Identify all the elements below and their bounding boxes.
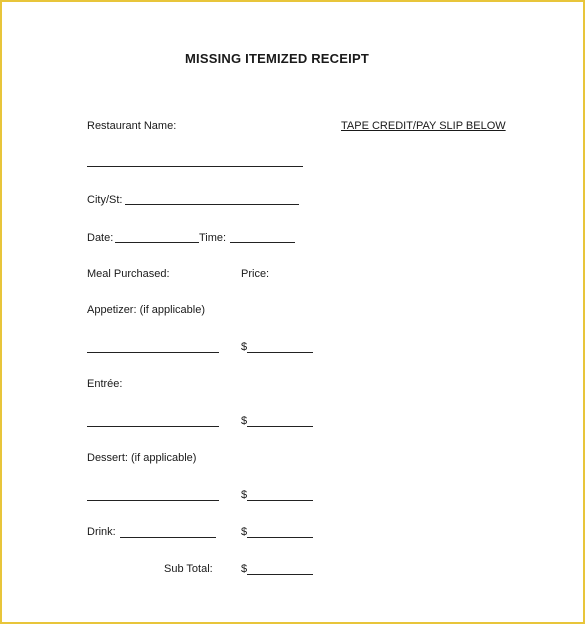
dessert-price-field[interactable] xyxy=(247,500,313,501)
drink-field[interactable] xyxy=(120,537,216,538)
city-state-field[interactable] xyxy=(125,204,299,205)
dessert-currency: $ xyxy=(241,489,248,501)
appetizer-currency: $ xyxy=(241,341,248,353)
city-state-label: City/St: xyxy=(87,194,123,206)
entree-label: Entrée: xyxy=(87,378,123,390)
dessert-label: Dessert: (if applicable) xyxy=(87,452,197,464)
form-title: MISSING ITEMIZED RECEIPT xyxy=(185,51,369,66)
entree-field[interactable] xyxy=(87,426,219,427)
restaurant-name-field[interactable] xyxy=(87,166,303,167)
time-field[interactable] xyxy=(230,242,295,243)
restaurant-name-label: Restaurant Name: xyxy=(87,120,177,132)
tape-credit-note: TAPE CREDIT/PAY SLIP BELOW xyxy=(341,120,506,132)
price-label: Price: xyxy=(241,268,270,280)
date-field[interactable] xyxy=(115,242,199,243)
date-label: Date: xyxy=(87,232,114,244)
subtotal-price-field[interactable] xyxy=(247,574,313,575)
time-label: Time: xyxy=(199,232,227,244)
dessert-field[interactable] xyxy=(87,500,219,501)
appetizer-price-field[interactable] xyxy=(247,352,313,353)
entree-currency: $ xyxy=(241,415,248,427)
subtotal-currency: $ xyxy=(241,563,248,575)
appetizer-field[interactable] xyxy=(87,352,219,353)
meal-purchased-label: Meal Purchased: xyxy=(87,268,170,280)
drink-label: Drink: xyxy=(87,526,116,538)
drink-price-field[interactable] xyxy=(247,537,313,538)
appetizer-label: Appetizer: (if applicable) xyxy=(87,304,206,316)
subtotal-label: Sub Total: xyxy=(164,563,213,575)
entree-price-field[interactable] xyxy=(247,426,313,427)
drink-currency: $ xyxy=(241,526,248,538)
